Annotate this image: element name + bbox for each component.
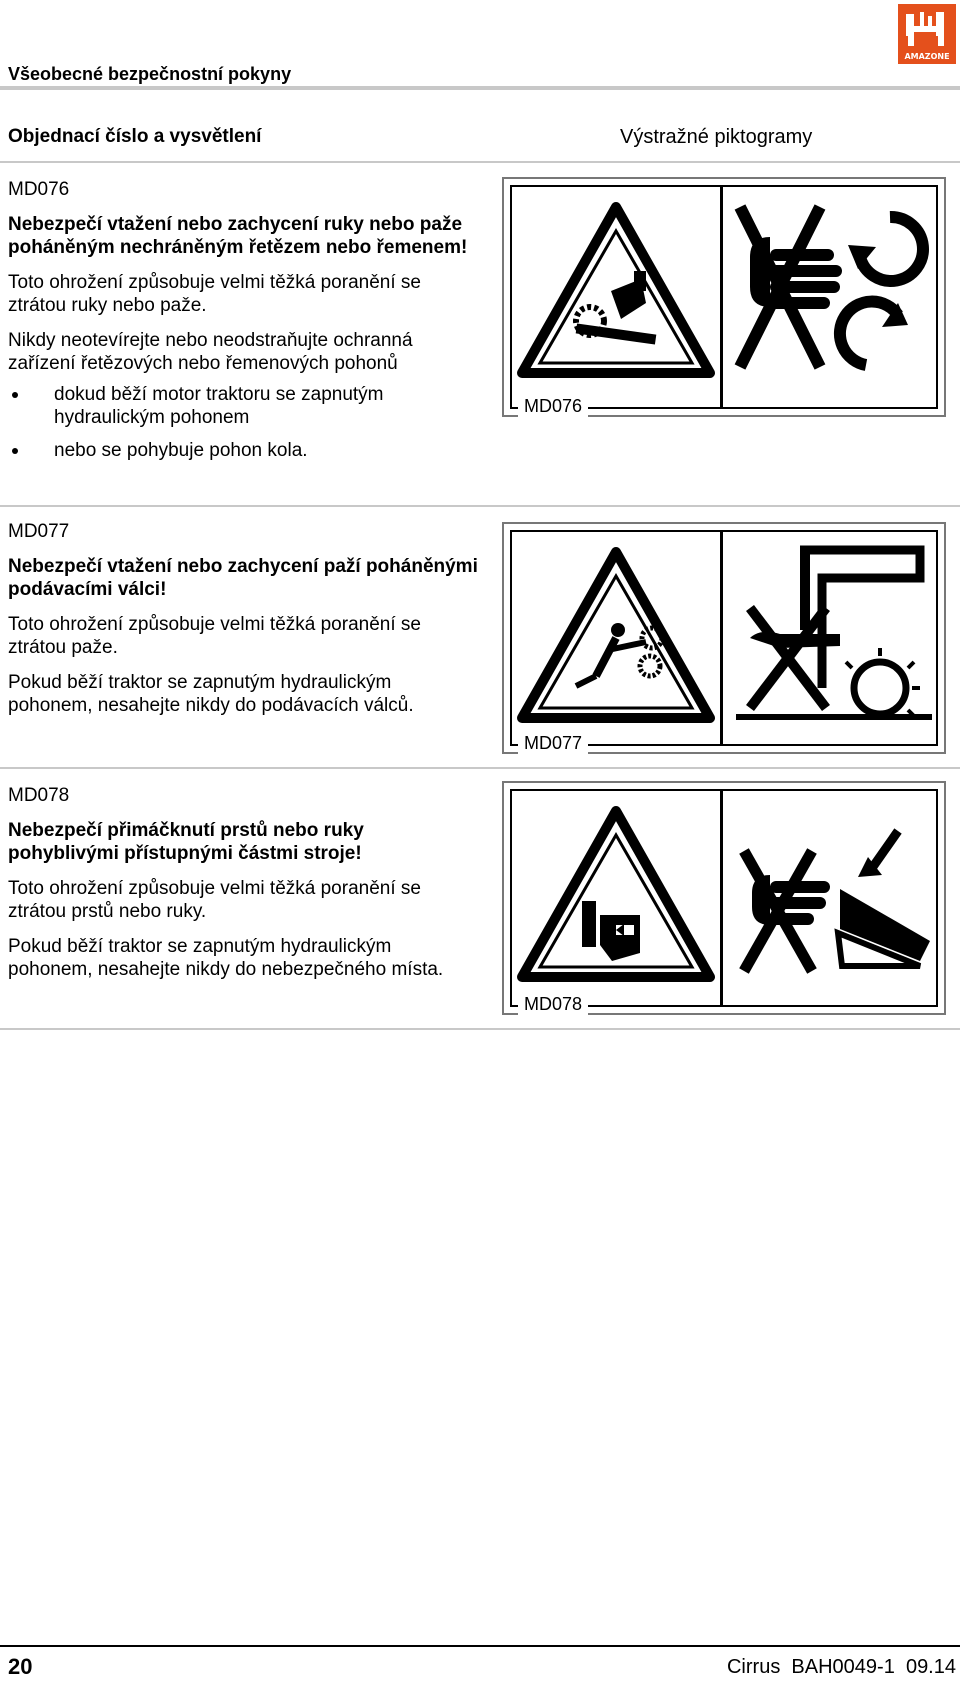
entry-separator xyxy=(0,505,960,507)
entry-warning: Nebezpečí vtažení nebo zachycení paží poháněnými podávacími válci! xyxy=(8,556,478,600)
feed-roller-arm-icon xyxy=(730,538,940,728)
pictogram-label: MD078 xyxy=(518,994,588,1015)
entry-bullet-list xyxy=(8,383,478,462)
page-number: 20 xyxy=(8,1654,33,1679)
pictogram-label: MD076 xyxy=(518,396,588,417)
entry-instruction: Pokud běží traktor se zapnutým hydraulickým pohonem, nesahejte nikdy do nebezpečného místa. xyxy=(8,936,444,980)
bullet-item: nebo se pohybuje pohon kola. xyxy=(8,439,478,462)
section-title: Všeobecné bezpečnostní pokyny xyxy=(8,64,292,84)
column-heading-right: Výstražné piktogramy xyxy=(620,126,813,148)
entry-warning: Nebezpečí přimáčknutí prstů nebo ruky pohyblivými přístupnými částmi stroje! xyxy=(8,820,364,864)
entry-md077-text xyxy=(8,520,478,729)
entry-consequence: Toto ohrožení způsobuje velmi těžká poranění se ztrátou paže. xyxy=(8,614,421,658)
entry-code: MD077 xyxy=(8,521,70,542)
pictogram-md076 xyxy=(502,177,946,417)
pictogram-divider xyxy=(720,187,723,407)
logo-text: AMAZONE xyxy=(904,52,950,61)
column-heading-rule xyxy=(0,161,960,163)
pictogram-label: MD077 xyxy=(518,733,588,754)
entry-consequence: Toto ohrožení způsobuje velmi těžká poranění se ztrátou ruky nebo paže. xyxy=(8,272,421,316)
entry-md078-text xyxy=(8,784,478,993)
entry-consequence: Toto ohrožení způsobuje velmi těžká poranění se ztrátou prstů nebo ruky. xyxy=(8,878,421,922)
pictogram-md077 xyxy=(502,522,946,754)
crushing-point-hand-icon xyxy=(730,801,940,991)
entry-instruction: Pokud běží traktor se zapnutým hydraulickým pohonem, nesahejte nikdy do podávacích válců. xyxy=(8,672,414,716)
warning-triangle-icon xyxy=(516,805,716,985)
bullet-item: dokud běží motor traktoru se zapnutým hydraulickým pohonem xyxy=(8,383,478,429)
entry-code: MD078 xyxy=(8,785,70,806)
warning-triangle-icon xyxy=(516,546,716,726)
entry-md076-text xyxy=(8,178,478,472)
entry-warning: Nebezpečí vtažení nebo zachycení ruky nebo paže poháněným nechráněným řetězem nebo řemenem! xyxy=(8,214,468,258)
document-reference: Cirrus BAH0049-1 09.14 xyxy=(726,1656,956,1678)
entry-instruction: Nikdy neotevírejte nebo neodstraňujte ochranná zařízení řetězových nebo řemenových pohonů xyxy=(8,330,413,374)
pictogram-divider xyxy=(720,791,723,1005)
pictogram-md078 xyxy=(502,781,946,1015)
header-rule xyxy=(0,86,960,90)
pictogram-divider xyxy=(720,532,723,744)
entry-separator xyxy=(0,1028,960,1030)
entry-separator xyxy=(0,767,960,769)
amazone-logo xyxy=(898,4,956,64)
warning-triangle-icon xyxy=(516,201,716,381)
chain-drive-hand-icon xyxy=(730,197,940,387)
column-heading-left: Objednací číslo a vysvětlení xyxy=(8,126,262,147)
entry-code: MD076 xyxy=(8,179,70,200)
footer-rule xyxy=(0,1645,960,1647)
